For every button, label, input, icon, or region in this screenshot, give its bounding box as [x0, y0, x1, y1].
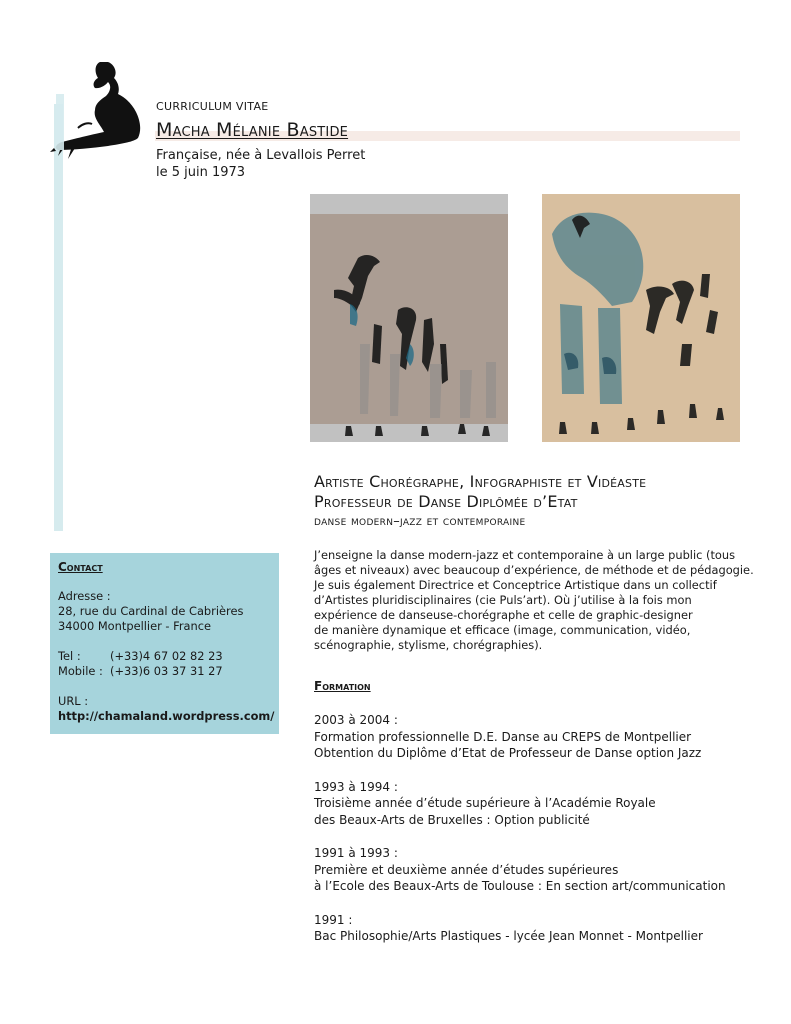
artwork-image-2: [542, 194, 740, 442]
formation-entry: [314, 845, 754, 895]
tel-row: [58, 649, 271, 664]
tel-label: Tel :: [58, 649, 81, 663]
intro-line: expérience de danseuse-chorégraphe et celle de graphic-designer: [314, 608, 693, 622]
formation-date: 1991 à 1993 :: [314, 846, 398, 860]
formation-heading: Formation: [314, 679, 371, 693]
url-label: URL :: [58, 694, 89, 708]
title-line-2: Professeur de Danse Diplômée d’Etat: [314, 492, 578, 511]
intro-line: âges et niveaux) avec beaucoup d’expérience, de méthode et de pédagogie.: [314, 563, 754, 577]
title-line-1: Artiste Chorégraphe, Infographiste et Vidéaste: [314, 472, 647, 491]
decorative-vertical-bar: [54, 104, 63, 531]
address-line-2: 34000 Montpellier - France: [58, 619, 211, 633]
formation-line: Obtention du Diplôme d’Etat de Professeur de Danse option Jazz: [314, 746, 702, 760]
intro-line: de manière dynamique et efficace (image, communication, vidéo,: [314, 623, 691, 637]
formation-list: [314, 712, 754, 962]
birth-info: [156, 147, 365, 181]
intro-line: d’Artistes pluridisciplinaires (cie Puls’art). Où j’utilise à la fois mon: [314, 593, 692, 607]
birth-line-2: le 5 juin 1973: [156, 165, 246, 180]
mobile-label: Mobile :: [58, 664, 103, 678]
formation-date: 2003 à 2004 :: [314, 713, 398, 727]
formation-line: Troisième année d’étude supérieure à l’Académie Royale: [314, 796, 656, 810]
formation-entry: [314, 779, 754, 829]
intro-line: Je suis également Directrice et Conceptrice Artistique dans un collectif: [314, 578, 717, 592]
contact-box: [50, 553, 279, 734]
mobile-number[interactable]: (+33)6 03 37 31 27: [110, 664, 223, 678]
artwork-image-1: [310, 194, 508, 442]
formation-line: Formation professionnelle D.E. Danse au CREPS de Montpellier: [314, 729, 692, 744]
formation-date: 1993 à 1994 :: [314, 779, 398, 794]
professional-titles: [314, 472, 754, 531]
cv-label: CURRICULUM VITAE: [156, 100, 269, 113]
intro-line: scénographie, stylisme, chorégraphies).: [314, 638, 543, 652]
formation-entry: [314, 712, 754, 762]
intro-line: J’enseigne la danse modern-jazz et contemporaine à un large public (tous: [314, 548, 736, 562]
tel-number[interactable]: (+33)4 67 02 82 23: [110, 649, 223, 663]
address-line-1: 28, rue du Cardinal de Cabrières: [58, 604, 244, 618]
intro-paragraph: [314, 548, 754, 653]
birth-line-1: Française, née à Levallois Perret: [156, 148, 366, 163]
contact-heading: Contact: [58, 560, 103, 574]
person-name: Macha Mélanie Bastide: [156, 119, 349, 141]
formation-line: Première et deuxième année d’études supérieures: [314, 862, 619, 877]
title-line-3: danse modern–jazz et contemporaine: [314, 514, 526, 529]
mobile-row: [58, 664, 271, 679]
dancer-logo-icon: [48, 58, 146, 162]
formation-entry: [314, 912, 754, 945]
formation-line: Bac Philosophie/Arts Plastiques - lycée Jean Monnet - Montpellier: [314, 929, 703, 943]
formation-date: 1991 :: [314, 912, 353, 927]
formation-line: des Beaux-Arts de Bruxelles : Option publicité: [314, 812, 590, 827]
address-label: Adresse :: [58, 589, 111, 603]
formation-line: à l’Ecole des Beaux-Arts de Toulouse : En section art/communication: [314, 879, 726, 893]
website-link[interactable]: http://chamaland.wordpress.com/: [58, 709, 275, 723]
